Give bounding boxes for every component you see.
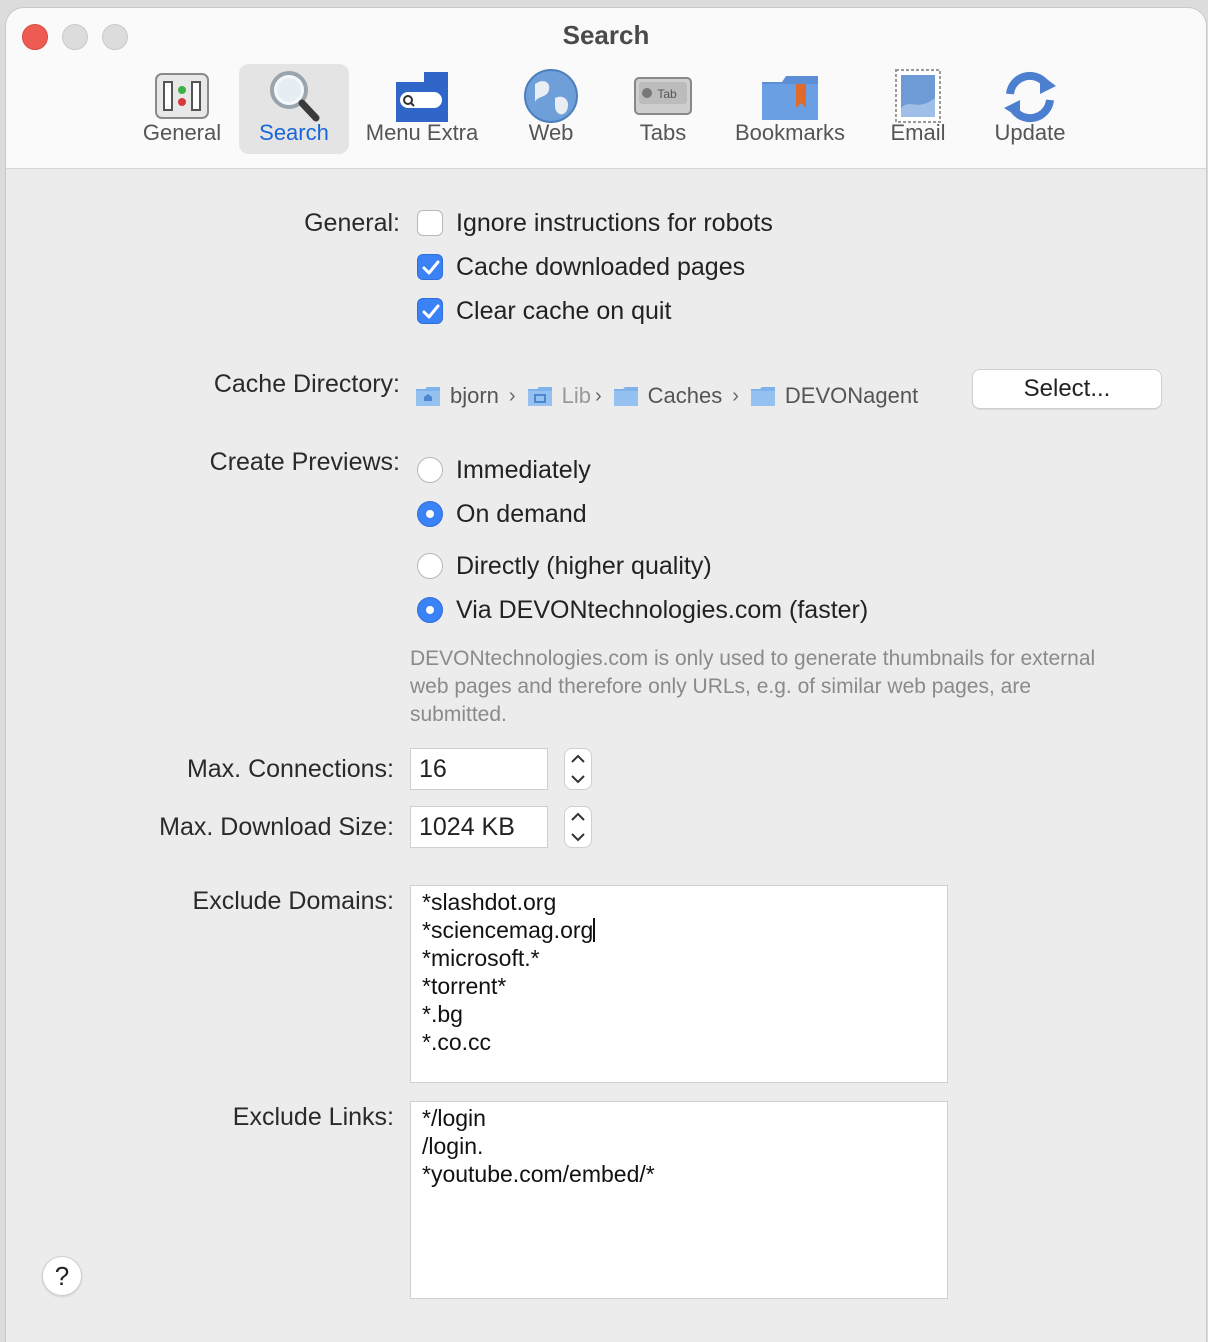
path-segment-caches[interactable] xyxy=(614,383,723,409)
tab-menu-extra-label: Menu Extra xyxy=(365,120,479,145)
folder-icon xyxy=(751,386,775,406)
previews-via-devon-label: Via DEVONtechnologies.com (faster) xyxy=(456,596,869,624)
general-prefs-icon xyxy=(152,68,212,124)
previews-note: DEVONtechnologies.com is only used to generate thumbnails for external web pages and therefore only URLs, e.g. of similar web pages, are submitted. xyxy=(410,647,1096,726)
text-line: *.bg xyxy=(422,1001,463,1027)
text-line: *torrent* xyxy=(422,973,507,999)
path-segment-home[interactable] xyxy=(416,383,499,409)
path-segment-label: Caches xyxy=(647,383,723,408)
previews-directly-label: Directly (higher quality) xyxy=(456,552,712,580)
tab-update-label: Update xyxy=(994,120,1066,145)
max-download-size-field[interactable]: 1024 KB xyxy=(410,806,548,848)
cache-pages-checkbox[interactable] xyxy=(417,254,443,280)
exclude-links-textarea[interactable] xyxy=(410,1101,948,1299)
search-preferences-pane xyxy=(6,169,1206,1342)
path-segment-devonagent[interactable] xyxy=(751,383,918,409)
help-button[interactable]: ? xyxy=(42,1256,82,1296)
tab-tabs-label: Tabs xyxy=(639,120,687,145)
cache-pages-label: Cache downloaded pages xyxy=(456,253,746,281)
max-download-size-label: Max. Download Size: xyxy=(159,813,394,841)
ignore-robots-checkbox[interactable] xyxy=(417,210,443,236)
bookmark-folder-icon xyxy=(760,68,820,124)
exclude-domains-label: Exclude Domains: xyxy=(192,887,394,915)
tab-search-label: Search xyxy=(259,120,329,145)
path-segment-label: bjorn xyxy=(450,383,499,408)
cache-directory-label: Cache Directory: xyxy=(213,370,400,398)
refresh-icon xyxy=(1000,68,1060,124)
previews-via-devon-radio[interactable] xyxy=(417,597,443,623)
text-caret xyxy=(593,918,595,942)
text-line: */login xyxy=(422,1105,486,1131)
chevron-down-icon[interactable] xyxy=(565,827,591,847)
previews-immediately-radio[interactable] xyxy=(417,457,443,483)
create-previews-label: Create Previews: xyxy=(209,448,400,476)
path-segment-label: Lib xyxy=(561,383,591,408)
library-folder-icon xyxy=(528,386,552,406)
exclude-links-label: Exclude Links: xyxy=(232,1103,394,1131)
clear-cache-checkbox[interactable] xyxy=(417,298,443,324)
tab-web[interactable] xyxy=(511,64,591,154)
ignore-robots-label: Ignore instructions for robots xyxy=(456,209,773,237)
globe-icon xyxy=(521,68,581,124)
tab-tabs[interactable] xyxy=(626,64,700,154)
cache-directory-path[interactable] xyxy=(416,381,918,411)
max-connections-label: Max. Connections: xyxy=(186,755,394,783)
tab-menu-extra[interactable] xyxy=(362,64,482,154)
tab-bookmarks-label: Bookmarks xyxy=(734,120,846,145)
tab-email[interactable] xyxy=(882,64,954,154)
text-line: *youtube.com/embed/* xyxy=(422,1161,655,1187)
preferences-window xyxy=(6,8,1206,1342)
max-connections-field[interactable]: 16 xyxy=(410,748,548,790)
tab-update[interactable] xyxy=(988,64,1072,154)
previews-immediately-label: Immediately xyxy=(456,456,591,484)
chevron-right-icon: › xyxy=(508,384,516,407)
tab-web-label: Web xyxy=(528,120,574,145)
exclude-domains-textarea[interactable] xyxy=(410,885,948,1083)
tab-general[interactable] xyxy=(132,64,232,154)
text-line: *sciencemag.org xyxy=(422,917,594,943)
tab-general-label: General xyxy=(142,120,222,145)
path-segment-library[interactable] xyxy=(528,383,591,409)
tab-search[interactable] xyxy=(239,64,349,154)
clear-cache-label: Clear cache on quit xyxy=(456,297,672,325)
previews-on-demand-label: On demand xyxy=(456,500,587,528)
text-line: *microsoft.* xyxy=(422,945,540,971)
tab-bookmarks[interactable] xyxy=(728,64,852,154)
checkmark-icon xyxy=(421,258,441,278)
checkmark-icon xyxy=(421,302,441,322)
previews-directly-radio[interactable] xyxy=(417,553,443,579)
chevron-up-icon[interactable] xyxy=(565,749,591,769)
general-label: General: xyxy=(304,209,400,237)
tab-icon xyxy=(633,68,693,124)
chevron-up-icon[interactable] xyxy=(565,807,591,827)
chevron-down-icon[interactable] xyxy=(565,769,591,789)
max-connections-stepper[interactable] xyxy=(564,748,592,790)
menu-extra-icon xyxy=(392,68,452,124)
chevron-right-icon: › xyxy=(594,384,602,407)
folder-icon xyxy=(614,386,638,406)
text-line: /login. xyxy=(422,1133,484,1159)
path-segment-label: DEVONagent xyxy=(784,383,919,408)
max-download-size-stepper[interactable] xyxy=(564,806,592,848)
window-title: Search xyxy=(562,20,650,50)
select-cache-directory-button[interactable]: Select... xyxy=(972,369,1162,409)
tab-email-label: Email xyxy=(890,120,946,145)
magnifier-icon xyxy=(264,68,324,124)
tab-badge-text: Tab xyxy=(657,87,677,101)
text-line: *slashdot.org xyxy=(422,889,557,915)
stamp-icon xyxy=(888,68,948,124)
text-line: *.co.cc xyxy=(422,1029,492,1055)
titlebar xyxy=(6,8,1206,169)
previews-on-demand-radio[interactable] xyxy=(417,501,443,527)
chevron-right-icon: › xyxy=(732,384,739,407)
home-folder-icon xyxy=(416,386,440,406)
